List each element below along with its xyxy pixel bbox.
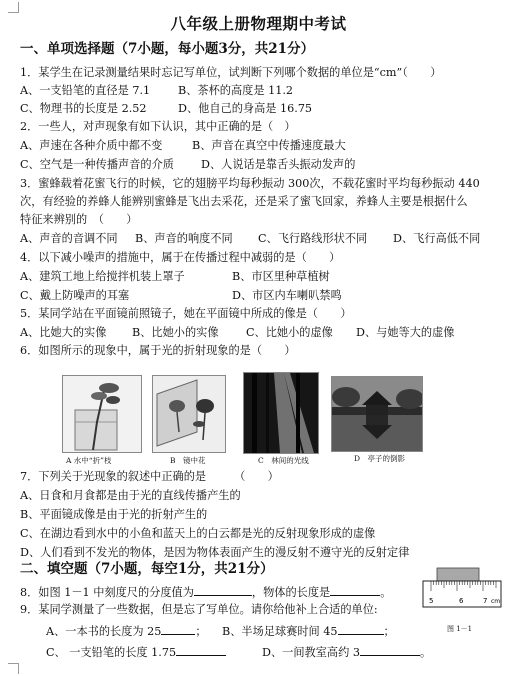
- figure-a-bent-branch: [62, 375, 142, 453]
- q1-option-d: D、他自己的身高是 16.75: [178, 102, 313, 115]
- figure-c-forest-light: [243, 372, 319, 454]
- q9-item-d: [262, 644, 431, 660]
- q8-text-pre: 8．如图 1－1 中刻度尺的分度值为: [20, 586, 194, 599]
- q5-option-a: A、比她大的实像: [20, 326, 107, 339]
- q8-answer-blank-1[interactable]: [194, 584, 252, 596]
- q7-option-d: D、人们看到不发光的物体，是因为物体表面产生的漫反射不遵守光的反射定律: [20, 546, 410, 559]
- q3-option-d: D、飞行高低不同: [393, 232, 481, 245]
- figure-d-caption: D 亭子的倒影: [354, 454, 406, 463]
- q1-option-a: A、一支铅笔的直径是 7.1: [20, 84, 151, 97]
- q1-stem: 1．某学生在记录测量结果时忘记写单位，试判断下列哪个数据的单位是“cm”（ ）: [20, 66, 442, 79]
- q9-answer-blank-d[interactable]: [360, 644, 420, 656]
- q9-item-c-text: C、 一支铅笔的长度 1.75: [46, 646, 177, 659]
- q8-answer-blank-2[interactable]: [330, 584, 380, 596]
- q3-stem-line3: 特征来辨别的 （ ）: [20, 213, 138, 226]
- figure-b-caption: B 镜中花: [170, 456, 206, 465]
- ruler-label-6: 6: [459, 597, 464, 605]
- figure-b-flower-mirror: [152, 375, 226, 453]
- q9-item-a-end: ；: [195, 625, 207, 638]
- q8-text-mid: ，物体的长度是: [251, 586, 331, 599]
- ruler-label-7: 7: [483, 597, 488, 605]
- q3-option-a: A、声音的音调不同: [20, 232, 118, 245]
- q6-stem: 6．如图所示的现象中，属于光的折射现象的是（ ）: [20, 344, 296, 357]
- q5-option-b: B、比她小的实像: [132, 326, 219, 339]
- q8-line: [20, 584, 391, 600]
- q4-option-b: B、市区里种草植树: [232, 270, 330, 283]
- figure-d-pavilion-reflection: [331, 376, 423, 452]
- q2-stem: 2．一些人，对声现象有如下认识，其中正确的是（ ）: [20, 120, 296, 133]
- section1-heading: 一、单项选择题（7小题，每小题3分，共21分）: [20, 41, 315, 57]
- q9-answer-blank-b[interactable]: [338, 623, 384, 635]
- q3-stem-line1: 3．蜜蜂载着花蜜飞行的时候，它的翅膀平均每秒振动 300次，不载花蜜时平均每秒振动 440: [20, 177, 480, 190]
- q7-option-a: A、日食和月食都是由于光的直线传播产生的: [20, 489, 241, 502]
- q8-text-end: 。: [380, 586, 392, 599]
- measured-object: [437, 568, 479, 581]
- q9-answer-blank-c[interactable]: [176, 644, 226, 656]
- q9-item-a: [46, 623, 207, 639]
- q1-option-c: C、物理书的长度是 2.52: [20, 102, 147, 115]
- q2-option-a: A、声速在各种介质中都不变: [20, 139, 163, 152]
- q7-option-b: B、平面镜成像是由于光的折射产生的: [20, 508, 208, 521]
- q4-option-c: C、戴上防噪声的耳塞: [20, 289, 130, 302]
- q2-option-b: B、声音在真空中传播速度最大: [192, 139, 346, 152]
- q4-stem: 4．以下减小噪声的措施中，属于在传播过程中减弱的是（ ）: [20, 251, 341, 264]
- q9-item-b: [222, 623, 395, 639]
- q9-item-d-end: 。: [419, 646, 432, 659]
- q9-stem: 9．某同学测量了一些数据，但是忘了写单位。请你给他补上合适的单位:: [20, 603, 378, 616]
- q7-stem: 7．下列关于光现象的叙述中正确的是 （ ）: [20, 470, 279, 483]
- section2-heading: 二、填空题（7小题，每空1分，共21分）: [20, 561, 274, 577]
- q7-option-c: C、在湖边看到水中的小鱼和蓝天上的白云都是光的反射现象形成的虚像: [20, 527, 376, 540]
- q3-option-b: B、声音的响度不同: [135, 232, 233, 245]
- q9-item-a-text: A、一本书的长度为 25: [46, 625, 162, 638]
- q3-stem-line2: 次，有经验的养蜂人能辨别蜜蜂是飞出去采花，还是采了蜜飞回家，养蜂人主要是根据什么: [20, 195, 468, 208]
- q1-option-b: B、茶杯的高度是 11.2: [178, 84, 294, 97]
- ruler-figure: [421, 566, 503, 616]
- figure-c-caption: C 林间的光线: [258, 456, 309, 465]
- q3-option-c: C、飞行路线形状不同: [258, 232, 368, 245]
- q4-option-a: A、建筑工地上给搅拌机装上罩子: [20, 270, 185, 283]
- q9-item-d-text: D、一间教室高约 3: [262, 646, 360, 659]
- q4-option-d: D、市区内车喇叭禁鸣: [232, 289, 342, 302]
- ruler-unit-label: cm: [491, 598, 501, 605]
- q9-item-c: [46, 644, 226, 660]
- q5-option-c: C、比她小的虚像: [246, 326, 333, 339]
- exam-title: 八年级上册物理期中考试: [170, 14, 347, 33]
- q2-option-d: D、人说话是靠舌头振动发声的: [201, 158, 356, 171]
- ruler-drawing: [421, 566, 503, 616]
- q9-item-b-text: B、半场足球赛时间 45: [222, 625, 338, 638]
- q5-stem: 5．某同学站在平面镜前照镜子，她在平面镜中所成的像是（ ）: [20, 307, 352, 320]
- q2-option-c: C、空气是一种传播声音的介质: [20, 158, 174, 171]
- q5-option-d: D、与她等大的虚像: [356, 326, 455, 339]
- ruler-label-5: 5: [429, 597, 434, 605]
- figure-1-1-caption: 图 1－1: [447, 625, 473, 633]
- page-corner-mark: [8, 663, 19, 674]
- q9-item-b-end: ；: [383, 625, 395, 638]
- figure-a-caption: A 水中“折”枝: [66, 456, 112, 465]
- q9-answer-blank-a[interactable]: [161, 623, 195, 635]
